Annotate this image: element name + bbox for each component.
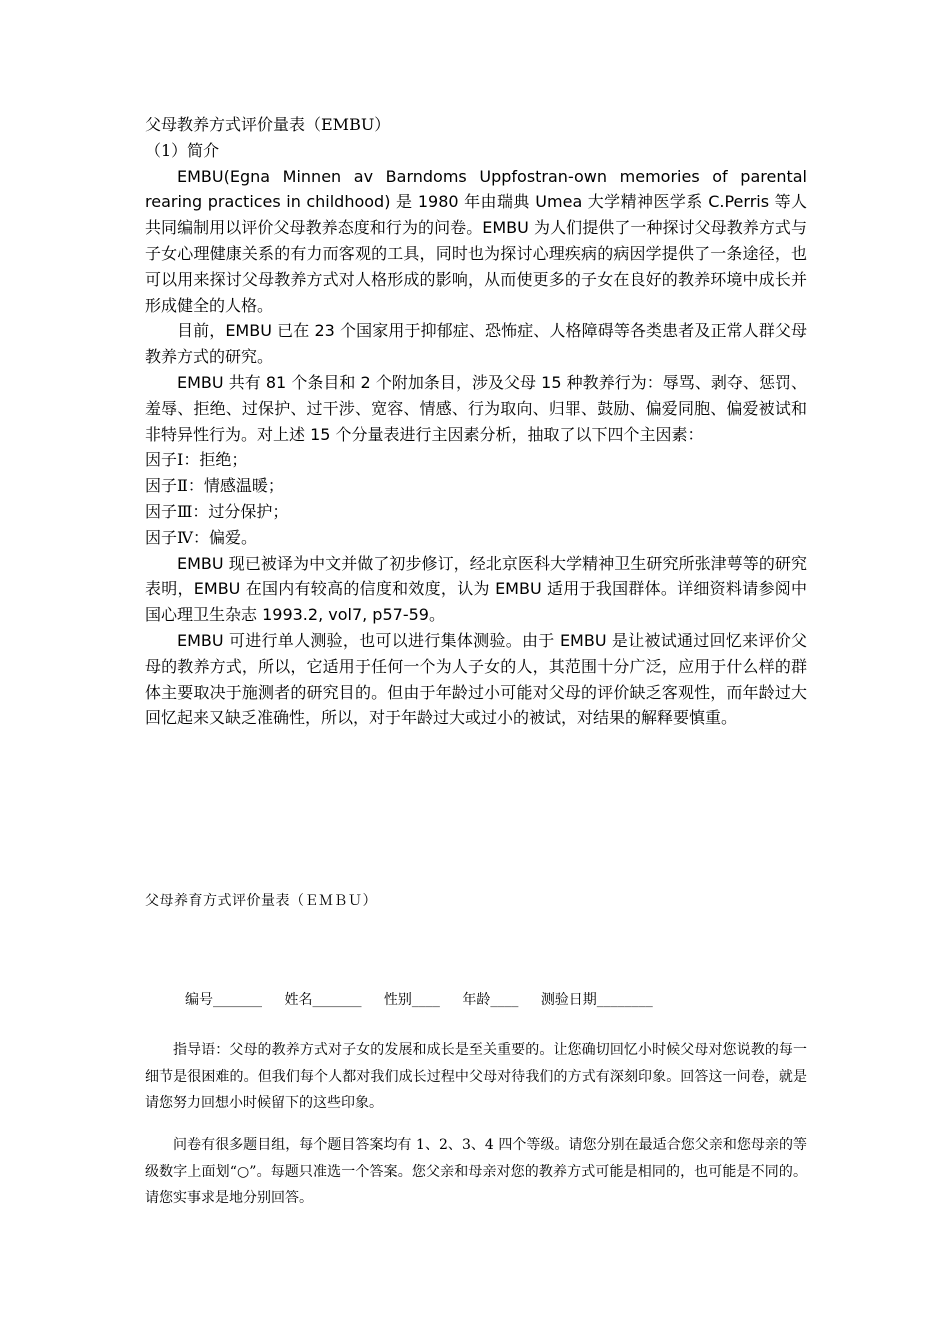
intro-paragraph: EMBU 可进行单人测验，也可以进行集体测验。由于 EMBU 是让被试通过回忆来评价父母的教养方式，所以，它适用于任何一个为人子女的人，其范围十分广泛，应用于什么样的群体主要取决于施测者的研究目的。但由于年龄过小可能对父母的评价缺乏客观性，而年龄过大回忆起来又缺乏准确性，所以，对于年龄过大或过小的被试，对结果的解释要慎重。 xyxy=(145,630,807,728)
number-field: 编号_______ xyxy=(185,992,262,1008)
intro-section xyxy=(145,112,807,731)
form-title: 父母养育方式评价量表（ＥＭＢＵ） xyxy=(145,893,377,909)
factor-item: 因子Ⅰ：拒绝； xyxy=(145,450,248,470)
intro-paragraph: EMBU(Egna Minnen av Barndoms Uppfostran-own memories of parental rearing practices in childhood) 是 1980 年由瑞典 Umea 大学精神医学系 C.Perris 等人共同编制用以评价父母教养态度和行为的问卷。EMBU 为人们提供了一种探讨父母教养方式与子女心理健康关系的有力而客观的工具，同时也为探讨心理疾病的病因学提供了一条途径，也可以用来探讨父母教养方式对人格形成的影响，从而使更多的子女在良好的教养环境中成长并形成健全的人格。 xyxy=(145,166,807,315)
section-heading: （1）简介 xyxy=(145,140,220,160)
intro-paragraph: EMBU 共有 81 个条目和 2 个附加条目，涉及父母 15 种教养行为：辱骂、剥夺、惩罚、羞辱、拒绝、过保护、过干涉、宽容、情感、行为取向、归罪、鼓励、偏爱同胞、偏爱被试和非特异性行为。对上述 15 个分量表进行主因素分析，抽取了以下四个主因素： xyxy=(145,372,807,444)
date-field: 测验日期________ xyxy=(540,992,653,1008)
factor-item: 因子Ⅳ：偏爱。 xyxy=(145,527,257,547)
factor-item: 因子Ⅱ：情感温暖； xyxy=(145,476,284,496)
name-field: 姓名_______ xyxy=(284,992,362,1008)
form-fields xyxy=(185,989,785,1009)
answer-instructions-paragraph xyxy=(145,1132,807,1212)
gender-field: 性别____ xyxy=(383,992,440,1008)
intro-title: 父母教养方式评价量表（EMBU） xyxy=(145,115,391,134)
age-field: 年龄____ xyxy=(462,992,519,1008)
intro-paragraph: EMBU 现已被译为中文并做了初步修订，经北京医科大学精神卫生研究所张津萼等的研究表明，EMBU 在国内有较高的信度和效度，认为 EMBU 适用于我国群体。详细资料请参阅中国心理卫生杂志 1993.2, vol7, p57-59。 xyxy=(145,553,807,625)
instructions-text: 指导语：父母的教养方式对子女的发展和成长是至关重要的。让您确切回忆小时候父母对您说教的每一细节是很困难的。但我们每个人都对我们成长过程中父母对待我们的方式有深刻印象。回答这一问卷，就是请您努力回想小时候留下的这些印象。 xyxy=(145,1042,807,1111)
intro-paragraph: 目前，EMBU 已在 23 个国家用于抑郁症、恐怖症、人格障碍等各类患者及正常人群父母教养方式的研究。 xyxy=(145,321,807,367)
instructions-paragraph xyxy=(145,1037,807,1117)
answer-instructions-text: 问卷有很多题目组，每个题目答案均有 1、2、3、4 四个等级。请您分别在最适合您父亲和您母亲的等级数字上面划“○”。每题只准选一个答案。您父亲和母亲对您的教养方式可能是相同的，也可能是不同的。请您实事求是地分别回答。 xyxy=(145,1137,807,1206)
factor-item: 因子Ⅲ：过分保护； xyxy=(145,501,289,521)
